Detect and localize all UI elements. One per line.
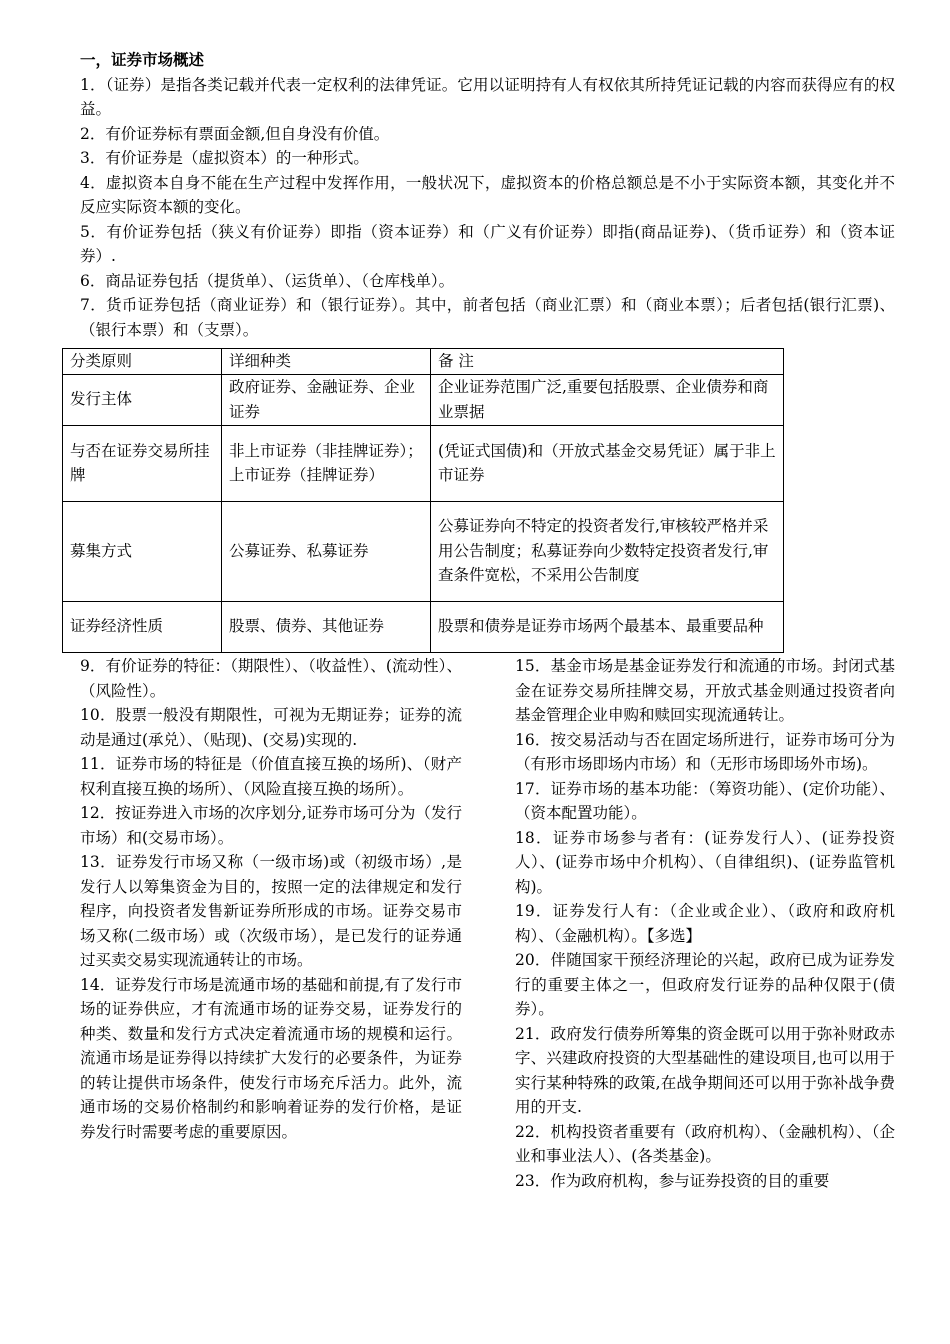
right-column	[515, 654, 895, 1193]
paragraph: 19．证券发行人有：（企业或企业）、（政府和政府机构）、（金融机构）。【多选】	[515, 902, 895, 945]
paragraph: 21．政府发行债券所筹集的资金既可以用于弥补财政赤字、兴建政府投资的大型基础性的建设项目,也可以用于实行某种特殊的政策,在战争期间还可以用于弥补战争费用的开支.	[515, 1024, 895, 1116]
table-cell: 与否在证券交易所挂牌	[63, 425, 222, 501]
paragraph: 22．机构投资者重要有（政府机构）、（金融机构）、（企业和事业法人）、(各类基金)。	[515, 1122, 895, 1165]
table-cell: 非上市证券（非挂牌证券）；上市证券（挂牌证券）	[222, 425, 431, 501]
table-row	[63, 601, 784, 652]
paragraph: 15．基金市场是基金证券发行和流通的市场。封闭式基金在证券交易所挂牌交易，开放式基金则通过投资者向基金管理企业申购和赎回实现流通转让。	[515, 657, 895, 724]
paragraph: 13．证券发行市场又称（一级市场)或（初级市场）,是发行人以筹集资金为目的，按照一定的法律规定和发行程序，向投资者发售新证券所形成的市场。证券交易市场又称(二级市场）或（次级市场），是已发行的证券通过买卖交易实现流通转让的市场。	[80, 853, 462, 969]
table-header-cell: 详细种类	[222, 349, 431, 375]
table-header-cell: 分类原则	[63, 349, 222, 375]
table-cell: 募集方式	[63, 501, 222, 601]
table-cell: 证券经济性质	[63, 601, 222, 652]
table-cell: 政府证券、金融证券、企业证券	[222, 374, 431, 425]
table-row	[63, 374, 784, 425]
document-body	[80, 48, 895, 342]
paragraph: 9．有价证券的特征：（期限性）、（收益性）、(流动性）、（风险性）。	[80, 657, 462, 700]
table-row	[63, 501, 784, 601]
table-header-cell: 备 注	[431, 349, 784, 375]
table-cell: 股票、债券、其他证券	[222, 601, 431, 652]
paragraph: 3．有价证券是（虚拟资本）的一种形式。	[80, 149, 369, 167]
table-header-row	[63, 349, 784, 375]
paragraph: 7．货币证券包括（商业证券）和（银行证券）。其中，前者包括（商业汇票）和（商业本票）；后者包括(银行汇票)、（银行本票）和（支票）。	[80, 296, 895, 339]
table-cell: 公募证券向不特定的投资者发行,审核较严格并采用公告制度；私募证券向少数特定投资者发行,审查条件宽松，不采用公告制度	[431, 501, 784, 601]
paragraph: 1．（证券）是指各类记载并代表一定权利的法律凭证。它用以证明持有人有权依其所持凭证记载的内容而获得应有的权益。	[80, 75, 895, 118]
paragraph: 18．证券市场参与者有：(证券发行人）、(证券投资人）、(证券市场中介机构）、（自律组织)、(证券监管机构)。	[515, 828, 895, 896]
paragraph: 16．按交易活动与否在固定场所进行，证券市场可分为（有形市场即场内市场）和（无形市场即场外市场)。	[515, 730, 895, 773]
paragraph: 23．作为政府机构，参与证券投资的目的重要	[515, 1171, 830, 1190]
paragraph: 14．证券发行市场是流通市场的基础和前提,有了发行市场的证券供应，才有流通市场的证券交易，证券发行的种类、数量和发行方式决定着流通市场的规模和运行。流通市场是证券得以持续扩大发行的必要条件，为证券的转让提供市场条件，使发行市场充斥活力。此外，流通市场的交易价格制约和影响着证券的发行价格，是证券发行时需要考虑的重要原因。	[80, 975, 462, 1141]
paragraph: 4．虚拟资本自身不能在生产过程中发挥作用，一般状况下，虚拟资本的价格总额总是不小于实际资本额，其变化并不反应实际资本额的变化。	[80, 173, 895, 216]
left-column	[80, 654, 462, 1144]
paragraph: 17．证券市场的基本功能：（筹资功能）、(定价功能）、（资本配置功能）。	[515, 779, 895, 822]
table-cell: 公募证券、私募证券	[222, 501, 431, 601]
table-row	[63, 425, 784, 501]
paragraph: 6．商品证券包括（提货单）、（运货单）、（仓库栈单）。	[80, 271, 455, 290]
paragraph: 11．证券市场的特征是（价值直接互换的场所)、（财产权利直接互换的场所）、（风险直接互换的场所）。	[80, 755, 462, 798]
table-cell: 企业证券范围广泛,重要包括股票、企业债券和商业票据	[431, 374, 784, 425]
paragraph: 12．按证券进入市场的次序划分,证券市场可分为（发行市场）和(交易市场）。	[80, 804, 462, 847]
table-cell: (凭证式国债)和（开放式基金交易凭证）属于非上市证券	[431, 425, 784, 501]
paragraph: 10．股票一般没有期限性，可视为无期证券；证券的流动是通过(承兑）、（贴现)、(交易)实现的.	[80, 706, 462, 749]
paragraph: 20．伴随国家干预经济理论的兴起，政府已成为证券发行的重要主体之一，但政府发行证券的品种仅限于(债券）。	[515, 951, 895, 1018]
paragraph: 5．有价证券包括（狭义有价证券）即指（资本证券）和（广义有价证券）即指(商品证券)、（货币证券）和（资本证券）.	[80, 222, 895, 265]
table-cell: 股票和债券是证券市场两个最基本、最重要品种	[431, 601, 784, 652]
table-cell: 发行主体	[63, 374, 222, 425]
paragraph: 2．有价证券标有票面金额,但自身没有价值。	[80, 124, 390, 143]
classification-table	[62, 348, 784, 653]
section-heading: 一，证券市场概述	[80, 50, 205, 69]
